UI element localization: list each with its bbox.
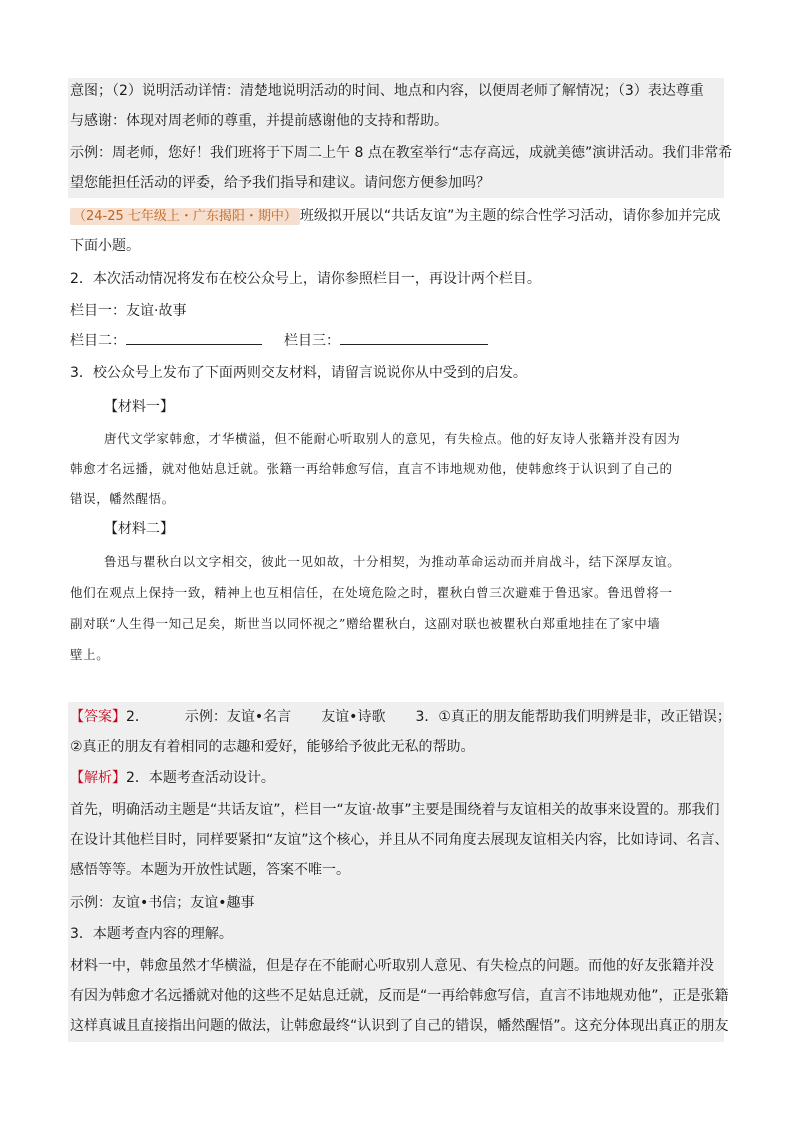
analysis-line-4: 感悟等等。本题为开放性试题，答案不唯一。 [70, 862, 350, 878]
intro-text: 班级拟开展以“共话友谊”为主题的综合性学习活动，请你参加并完成 [299, 208, 721, 224]
answer-example-a: 友谊•名言 [226, 709, 292, 725]
columns-2-3 [70, 330, 488, 352]
analysis-line-1 [70, 767, 275, 789]
material-2-title: 【材料二】 [104, 521, 174, 537]
answer-point-2: ②真正的朋友有着相同的志趣和爱好，能够给予彼此无私的帮助。 [70, 739, 475, 755]
analysis-line-6: 3．本题考查内容的理解。 [70, 926, 233, 942]
analysis-label: 【解析】 [70, 770, 126, 786]
prev-example-line-2: 望您能担任活动的评委，给予我们指导和建议。请问您方便参加吗？ [70, 175, 490, 191]
analysis-line-2: 首先，明确活动主题是“共话友谊”，栏目一“友谊·故事”主要是围绕着与友谊相关的故事来设置的。那我们 [70, 802, 720, 818]
analysis-line-7: 材料一中，韩愈虽然才华横溢，但是存在不能耐心听取别人意见、有失检点的问题。而他的好友张籍并没 [70, 958, 714, 974]
intro-line-2: 下面小题。 [70, 238, 140, 254]
column-3-blank[interactable] [340, 330, 488, 345]
column-1: 栏目一：友谊·故事 [70, 303, 187, 319]
column-2-label: 栏目二： [70, 333, 126, 349]
material-2-line-3: 副对联“人生得一知己足矣，斯世当以同怀视之”赠给瞿秋白，这副对联也被瞿秋白郑重地挂在了家中墙 [70, 616, 661, 631]
analysis-line-9: 这样真诚且直接指出问题的做法，让韩愈最终“认识到了自己的错误，幡然醒悟”。这充分体现出真正的朋友 [70, 1018, 729, 1034]
answer-num-3: 3． [415, 709, 439, 725]
analysis-line-8: 有因为韩愈才名远播就对他的这些不足姑息迁就，反而是“一再给韩愈写信，直言不讳地规劝他”，正是张籍 [70, 988, 729, 1004]
answer-point-1: ①真正的朋友能帮助我们明辨是非，改正错误； [438, 709, 731, 725]
analysis-line-5: 示例：友谊•书信；友谊•趣事 [70, 895, 255, 911]
material-1-line-2: 韩愈才名远播，就对他姑息迁就。张籍一再给韩愈写信，直言不讳地规劝他，使韩愈终于认识到了自己的 [70, 461, 673, 476]
source-tag: （24-25 七年级上・广东揭阳・期中） [70, 208, 300, 225]
analysis-text-1: 2．本题考查活动设计。 [126, 770, 275, 786]
answer-line-1 [70, 706, 731, 728]
column-3-label: 栏目三： [284, 333, 340, 349]
intro-line-1 [70, 205, 720, 228]
answer-example-label: 示例： [184, 709, 227, 725]
prev-answer-line-1: 意图；（2）说明活动详情：清楚地说明活动的时间、地点和内容，以便周老师了解情况；（3）表达尊重 [70, 83, 704, 99]
analysis-line-3: 在设计其他栏目时，同样要紧扣“友谊”这个核心，并且从不同角度去展现友谊相关内容，比如诗词、名言、 [70, 832, 729, 848]
material-1-title: 【材料一】 [104, 399, 174, 415]
question-2-stem: 2．本次活动情况将发布在校公众号上，请你参照栏目一，再设计两个栏目。 [70, 271, 541, 287]
answer-num-2: 2． [126, 709, 149, 725]
prev-answer-line-2: 与感谢：体现对周老师的尊重，并提前感谢他的支持和帮助。 [70, 113, 448, 129]
column-2-blank[interactable] [126, 330, 262, 345]
question-3-stem: 3．校公众号上发布了下面两则交友材料，请留言说说你从中受到的启发。 [70, 365, 527, 381]
answer-label: 【答案】 [70, 709, 126, 725]
material-1-line-3: 错误，幡然醒悟。 [70, 491, 175, 506]
material-2-line-4: 壁上。 [70, 647, 110, 662]
answer-example-b: 友谊•诗歌 [321, 709, 386, 725]
material-1-line-1: 唐代文学家韩愈，才华横溢，但不能耐心听取别人的意见，有失检点。他的好友诗人张籍并没有因为 [104, 431, 681, 446]
prev-example-line-1: 示例：周老师，您好！我们班将于下周二上午 8 点在教室举行“志存高远，成就美德”演讲活动。我们非常希 [70, 145, 733, 161]
material-2-line-2: 他们在观点上保持一致，精神上也互相信任，在处境危险之时，瞿秋白曾三次避难于鲁迅家。鲁迅曾将一 [70, 585, 673, 600]
material-2-line-1: 鲁迅与瞿秋白以文字相交，彼此一见如故，十分相契，为推动革命运动而并肩战斗，结下深厚友谊。 [104, 554, 681, 569]
